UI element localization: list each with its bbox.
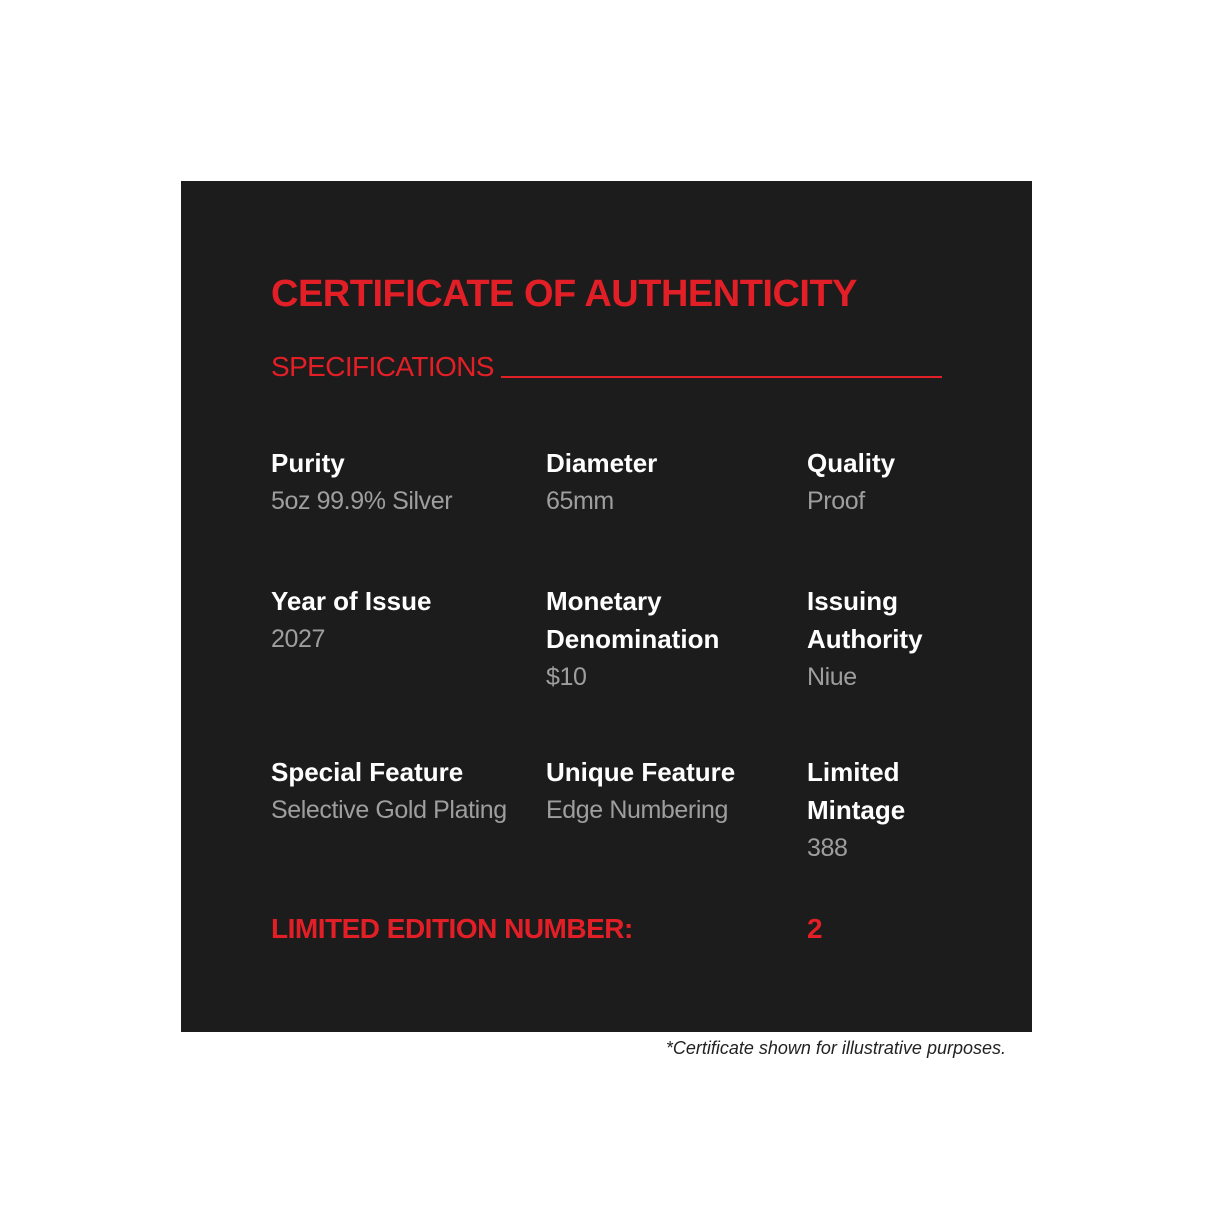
field-label: Limited Mintage (807, 757, 906, 825)
field-label: Quality (807, 448, 896, 478)
field-label: Purity (271, 448, 345, 478)
illustrative-footnote: *Certificate shown for illustrative purposes. (665, 1038, 1006, 1058)
field-label: Unique Feature (546, 757, 736, 787)
field-quality (807, 444, 1007, 520)
field-value: 388 (807, 834, 848, 862)
field-label: Issuing Authority (807, 586, 923, 654)
specifications-divider (501, 376, 942, 378)
field-value: Selective Gold Plating (271, 796, 507, 824)
specifications-header (271, 351, 942, 385)
field-value: 5oz 99.9% Silver (271, 487, 453, 515)
field-label: Special Feature (271, 757, 464, 787)
field-limited-mintage (807, 753, 1007, 867)
field-value: $10 (546, 663, 587, 691)
field-value: 2027 (271, 625, 326, 653)
field-value: Edge Numbering (546, 796, 729, 824)
field-value: 65mm (546, 487, 614, 515)
field-unique-feature (546, 753, 801, 829)
field-label: Year of Issue (271, 586, 432, 616)
field-diameter (546, 444, 801, 520)
edition-number-label: LIMITED EDITION NUMBER: (271, 913, 633, 944)
field-monetary-denomination (546, 582, 801, 696)
edition-number-value: 2 (807, 913, 823, 944)
field-value: Proof (807, 487, 865, 515)
field-special-feature (271, 753, 531, 829)
field-label: Monetary Denomination (546, 586, 720, 654)
field-year-of-issue (271, 582, 531, 658)
field-label: Diameter (546, 448, 658, 478)
field-value: Niue (807, 663, 857, 691)
field-purity (271, 444, 531, 520)
certificate-card (181, 181, 1032, 1032)
certificate-title: CERTIFICATE OF AUTHENTICITY (271, 273, 858, 315)
specifications-label: SPECIFICATIONS (271, 351, 494, 382)
field-issuing-authority (807, 582, 1007, 696)
